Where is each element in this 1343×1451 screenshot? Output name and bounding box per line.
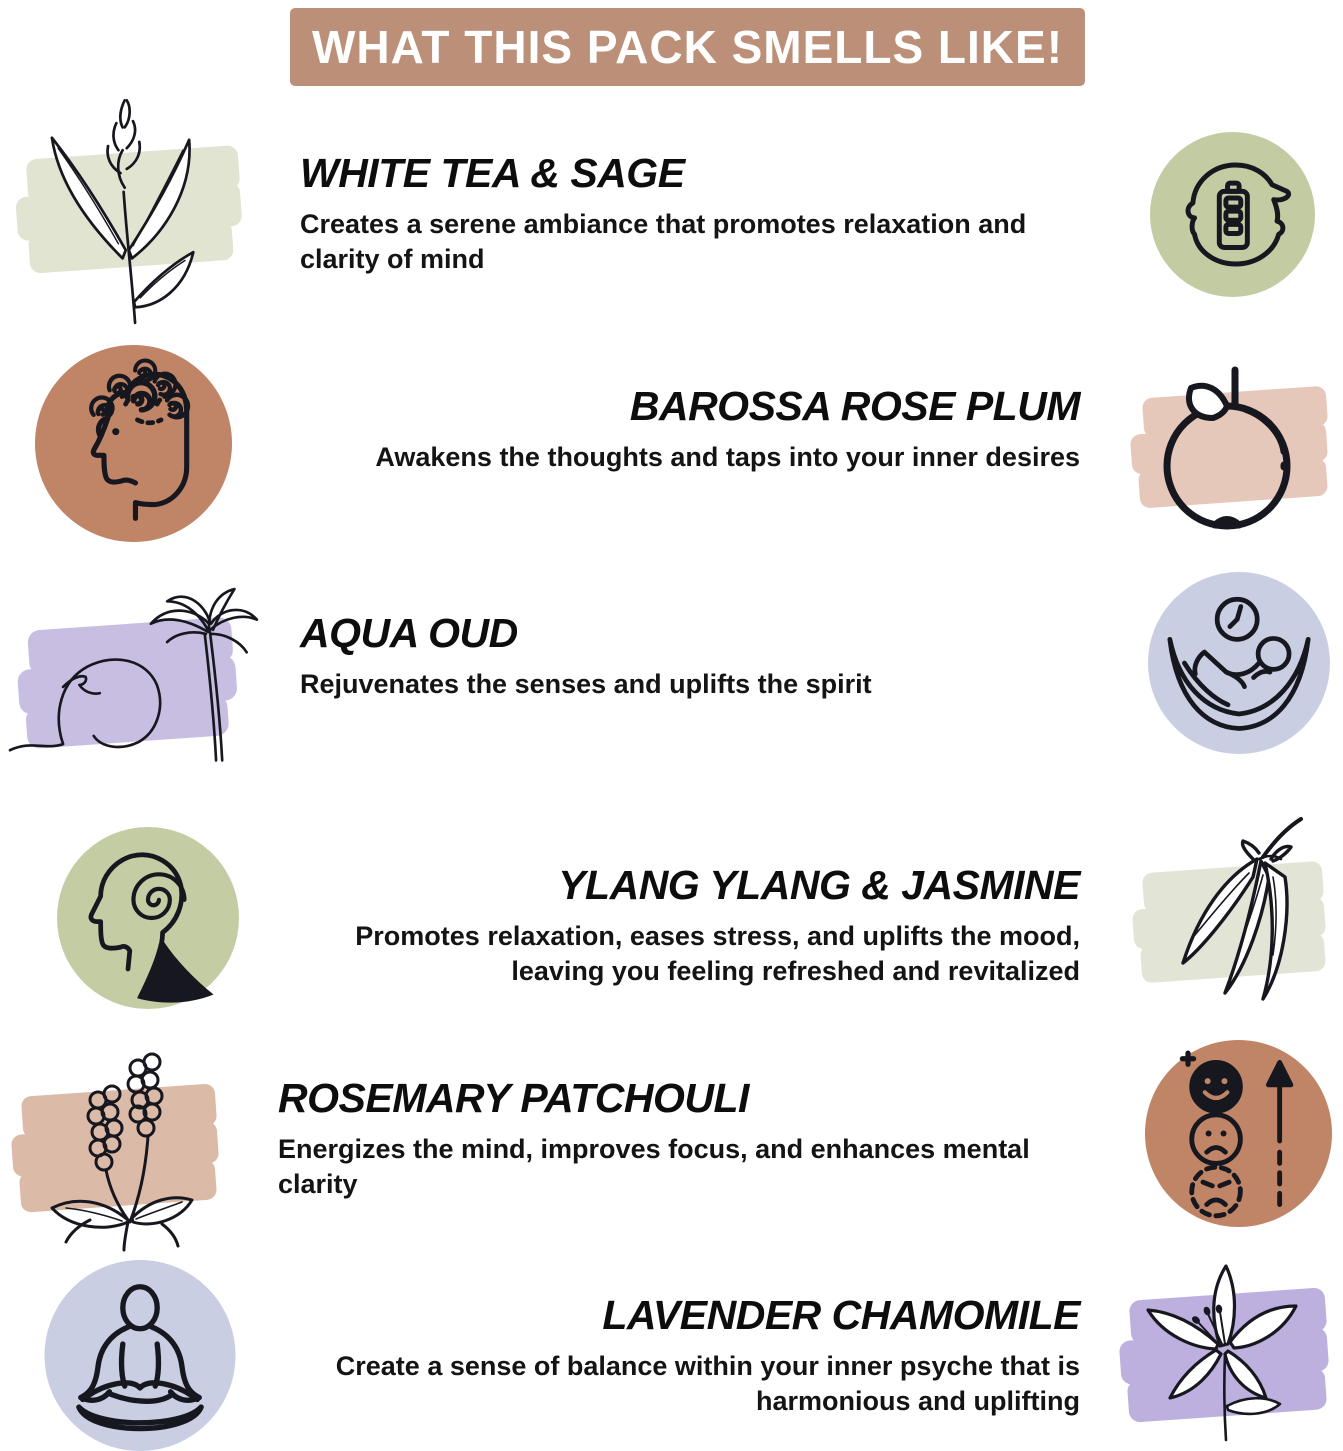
head-battery-icon [1150,132,1315,297]
scent-title: WHITE TEA & SAGE [300,150,685,196]
page-title: WHAT THIS PACK SMELLS LIKE! [311,21,1064,73]
lily-flower-illustration [1108,1250,1343,1450]
mood-boost-icon [1145,1040,1332,1227]
sage-plant-illustration [8,92,258,327]
scent-description: Create a sense of balance within your inner psyche that is harmonious and uplifting [335,1351,1080,1416]
scent-title: ROSEMARY PATCHOULI [278,1075,749,1121]
scent-title: LAVENDER CHAMOMILE [602,1292,1080,1338]
scent-description: Rejuvenates the senses and uplifts the spirit [300,669,872,699]
hammock-relax-icon [1148,572,1330,754]
scent-description: Awakens the thoughts and taps into your inner desires [375,442,1080,472]
wave-palm-illustration [8,560,263,765]
scent-title: YLANG YLANG & JASMINE [558,862,1080,908]
plum-illustration [1115,348,1335,553]
thinking-head-swirls-icon [35,345,232,542]
scent-description: Energizes the mind, improves focus, and enhances mental clarity [278,1134,1030,1199]
scent-description: Creates a serene ambiance that promotes relaxation and clarity of mind [300,209,1027,274]
header-banner [290,8,1085,86]
scent-title: BAROSSA ROSE PLUM [629,383,1080,429]
patchouli-plant-illustration [0,1042,238,1254]
meditation-person-icon [40,1260,240,1451]
ylang-flower-illustration [1125,815,1340,1043]
scent-title: AQUA OUD [300,610,518,656]
calm-mind-spiral-icon [57,827,239,1009]
scent-description: Promotes relaxation, eases stress, and uplifts the mood, leaving you feeling refreshed and revitalized [355,921,1080,986]
